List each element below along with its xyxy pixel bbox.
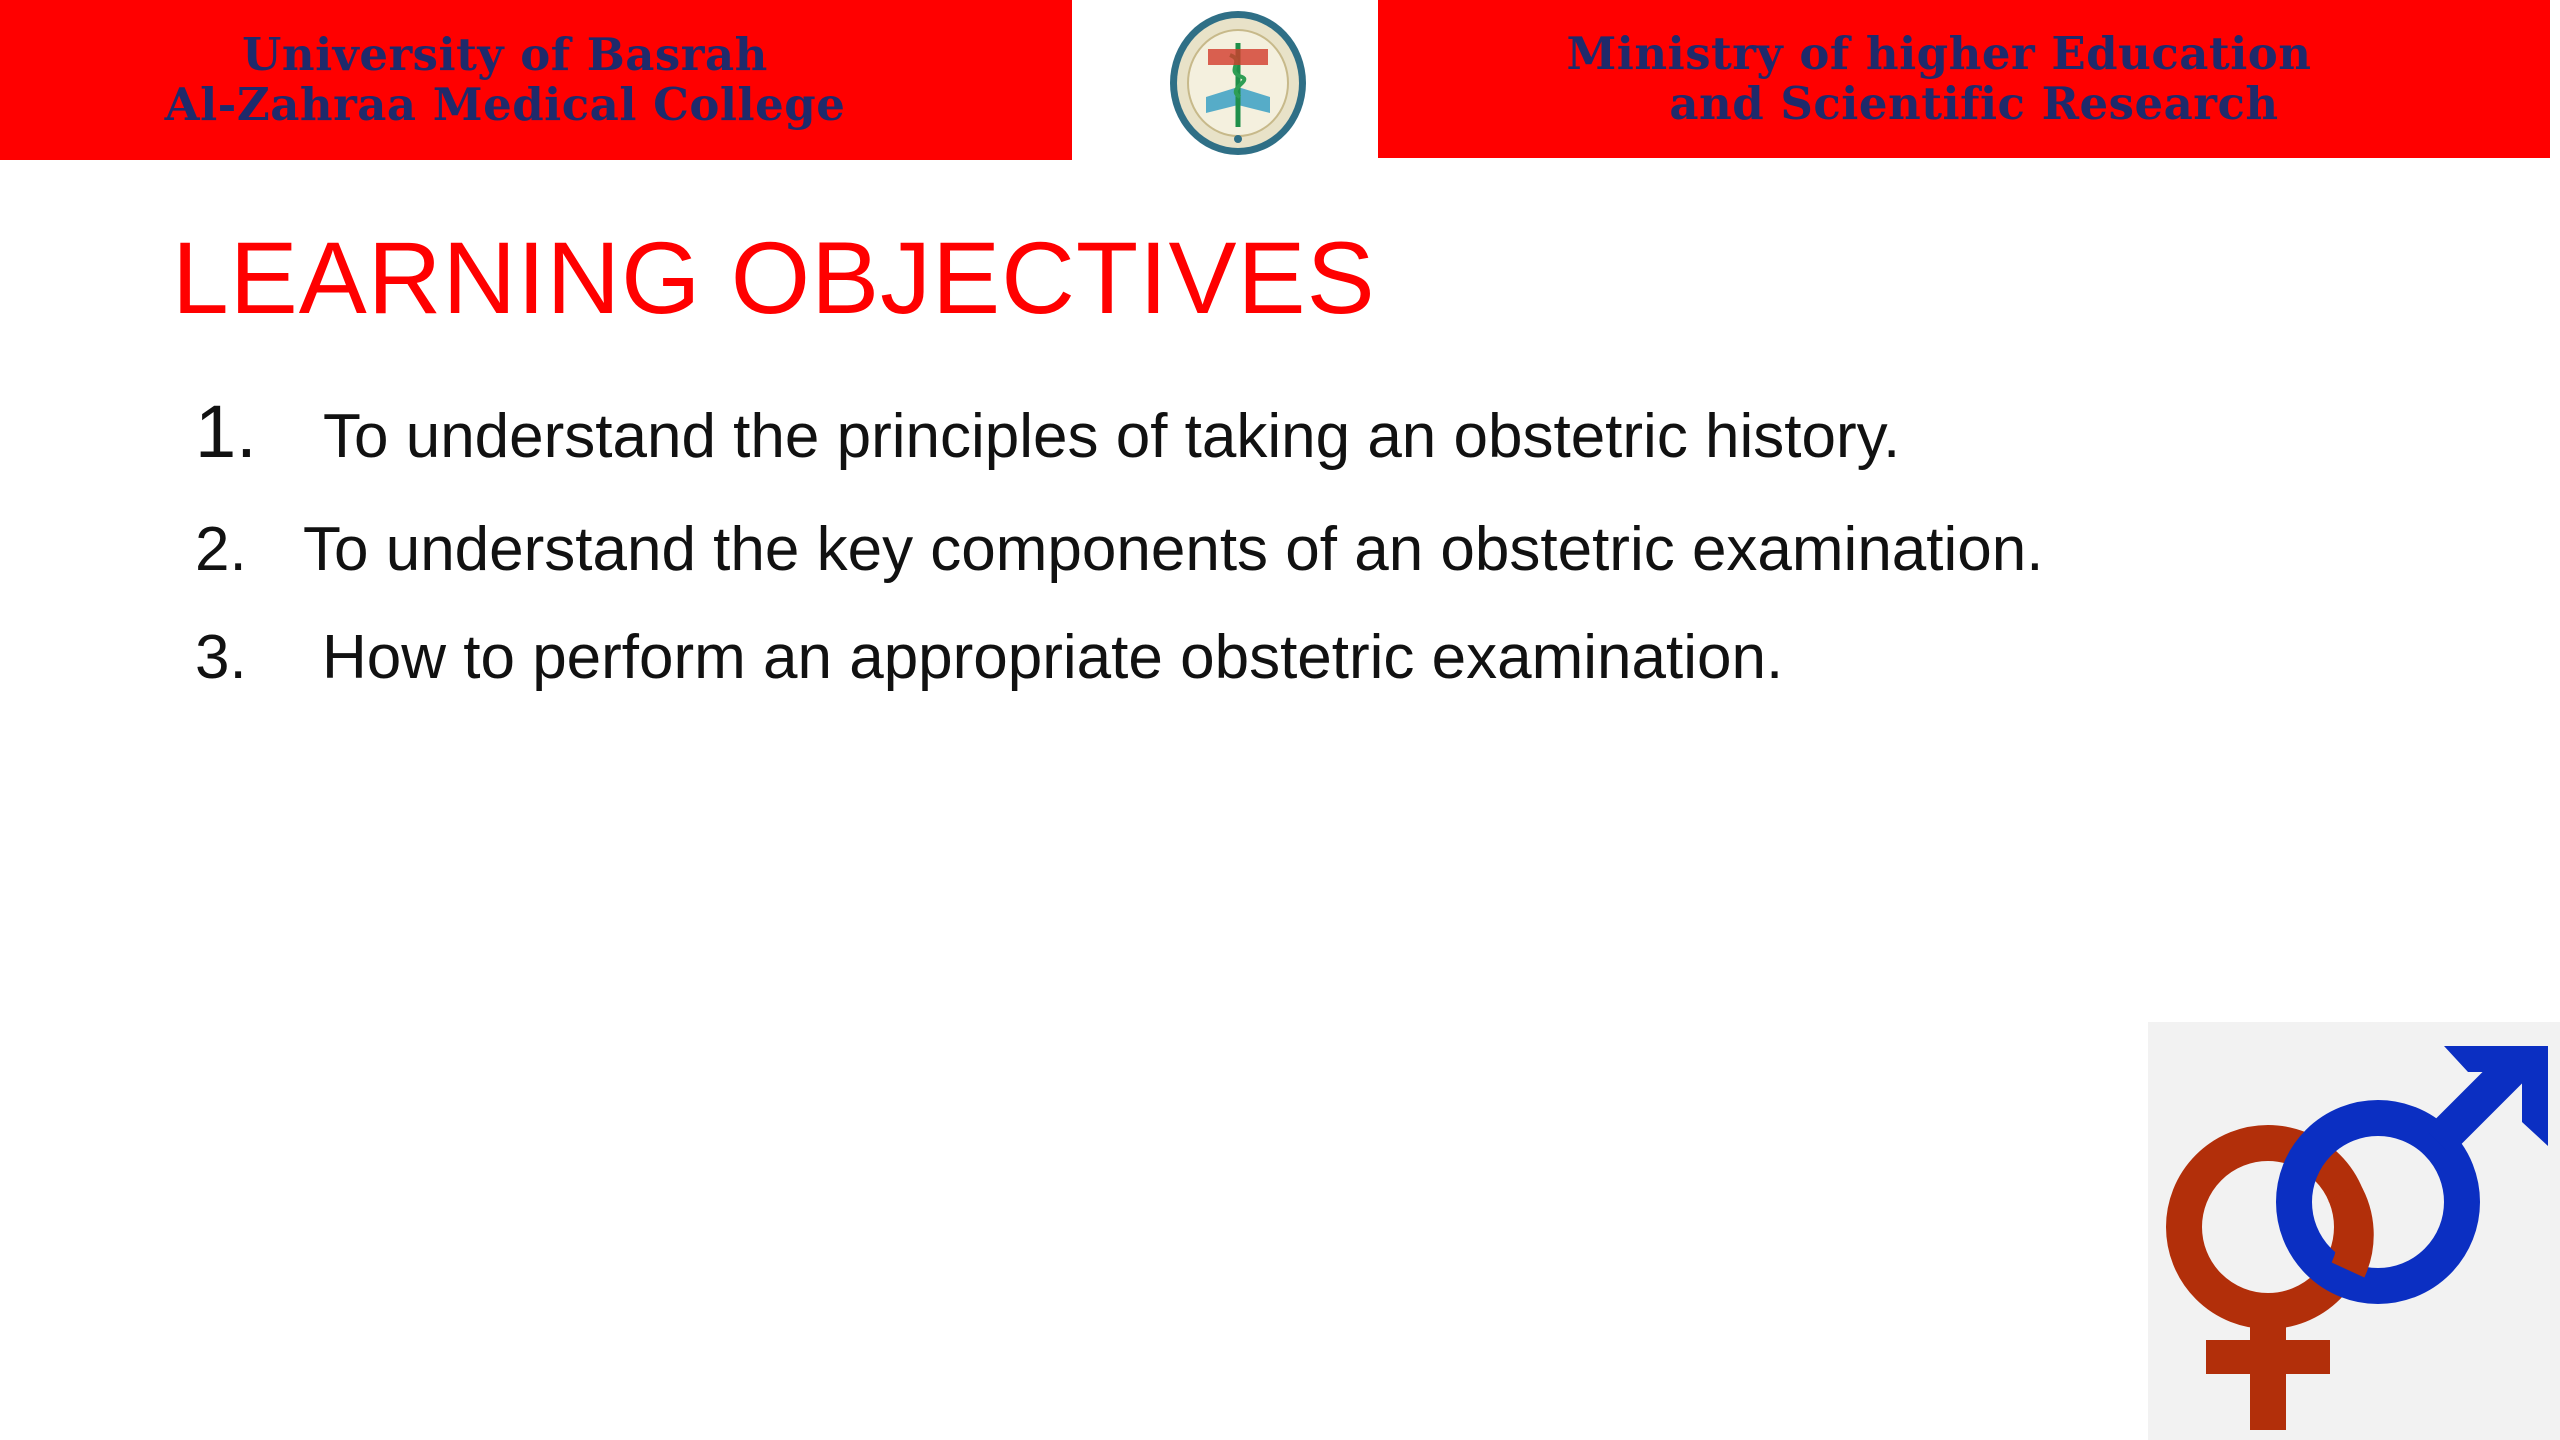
list-item [195, 392, 1900, 477]
college-seal-icon [1168, 9, 1308, 157]
university-banner [0, 0, 1072, 160]
male-female-symbol-icon [2148, 1022, 2560, 1440]
slide-title: LEARNING OBJECTIVES [172, 221, 1376, 335]
list-item-number: 3. [195, 623, 247, 692]
university-name: University of Basrah [242, 28, 768, 81]
ministry-name: Ministry of higher Education [1566, 27, 2312, 80]
list-item-text: How to perform an appropriate obstetric examination. [322, 623, 1784, 692]
ministry-banner [1378, 0, 2550, 158]
college-name: Al-Zahraa Medical College [164, 78, 846, 131]
list-item [195, 510, 2043, 590]
list-item-text: To understand the key components of an obstetric examination. [303, 515, 2044, 584]
list-item-text: To understand the principles of taking an obstetric history. [323, 402, 1901, 471]
list-item-number: 2. [195, 515, 247, 584]
list-item [195, 618, 1783, 698]
list-item-number: 1. [195, 390, 257, 473]
ministry-subtitle: and Scientific Research [1669, 77, 2279, 130]
